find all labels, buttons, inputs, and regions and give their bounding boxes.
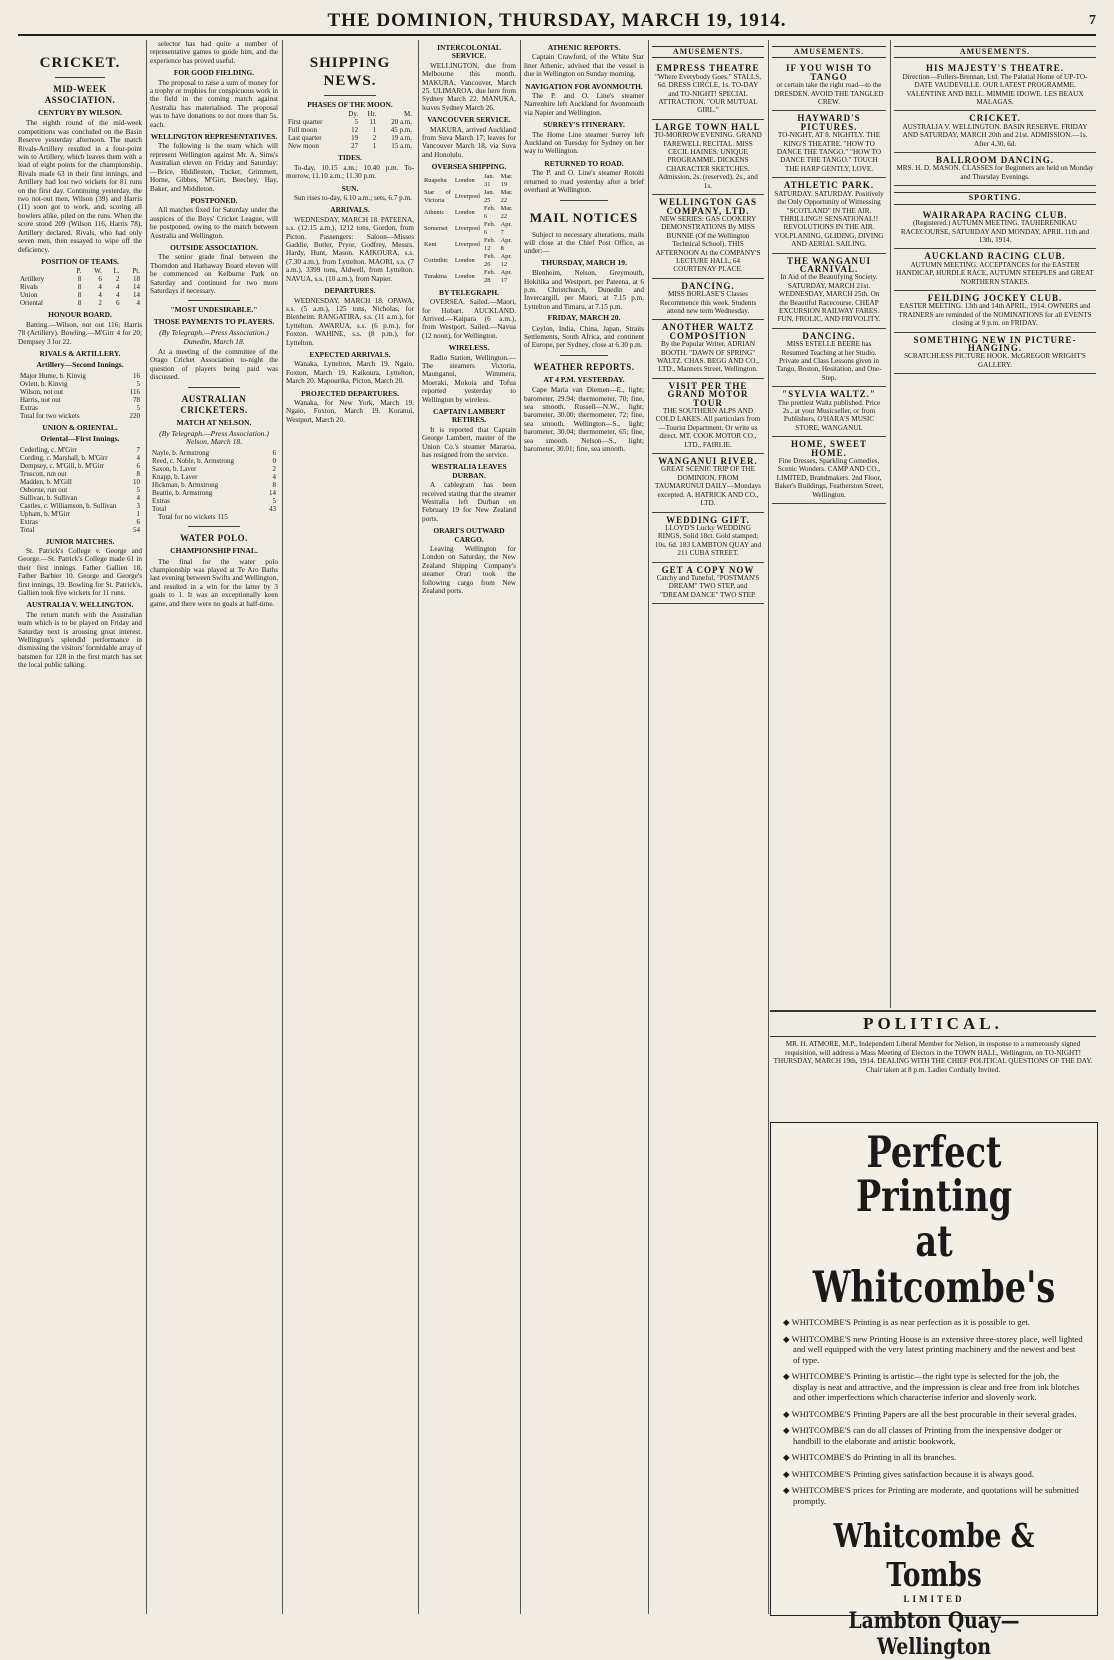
mail-text-2: Ceylon, India, China, Japan, Straits Settlements, South Africa, and continent of Europe, per Sydney, close at 6.30 p.m. (524, 324, 644, 350)
australia-text: The return match with the Australian team which is to be played on Friday and Saturday next is arousing great interest. Wellington's splendid performance in dismissing the visitors' formidable array of batsmen for 128 in the first match has set the local public talking. (18, 610, 142, 670)
junior-heading: JUNIOR MATCHES. (45, 536, 115, 546)
table-row: Wilson, not out 116 (20, 387, 140, 396)
ad-home-sweet-home: HOME, SWEET HOME. Fine Dresses, Sparkling Comedies, Scenic Wonders. CAMP AND CO., LIMITED, Brandmakers. 2nd Floor, Baker's Buildings, Featherston Street, Wellington. (772, 437, 886, 504)
cricket-intro: The eighth round of the mid-week competitions was concluded on the Basin Reserve yesterday afternoon. The match Rivals-Artillery resulted in a four-point win to Artillery, which leaves them with a lead of eight points for the championship. Rivals made 63 in their first innings, and Artillery had lost two wickets for 81 runs on the first day. Continuing yesterday, the two not-out men, Wilson (39) and Harris (11) soon got to work, and, scoring all bowlers alike, piled on the runs. When the score stood 209 (Wilson 116, Harris 78), Artillery declared. Rivals, who had only seven men, then essayed to wipe off the deficiency. (18, 119, 142, 254)
wireless-heading: WIRELESS. (448, 343, 490, 353)
expected-text: Wanaka, Lyttelton, March 19. Ngaio, Foxton, March 19. Kaikoura, Lyttelton, March 20. Mapourika, Picton, March 20. (286, 360, 414, 386)
table-row: Nayle, b. Armstrong 6 (152, 448, 276, 457)
table-row: Corinthic London Feb. 26 Apr. 12 (424, 252, 512, 268)
mail-intro: Subject to necessary alterations, mails will close at the Chief Post Office, as under:— (524, 230, 644, 256)
ad-haywards: HAYWARD'S PICTURES. TO-NIGHT, AT 8. NIGHTLY. THE KING'S THEATRE. "HOW TO DANCE THE TANGO." "HOW TO DANCE THE TANGO." TOUCH THE HARP GENTLY, LOVE. (772, 111, 886, 178)
ad-bullet: ◆ WHITCOMBE'S Printing Papers are all the best procurable in their several grades. (783, 1408, 1077, 1419)
political-notice: MR. H. ATMORE, M.P., Independent Liberal Member for Nelson, in response to a numerously signed requisition, will address a Mass Meeting of Electors in the TOWN HALL, Wellington, on TO-NIGHT! THURSDAY, MARCH 19th, 1914. DEALING WITH THE CHIEF POLITICAL QUESTIONS OF THE DAY. Chair taken at 8 p.m. Ladies Cordially Invited. (773, 1040, 1093, 1074)
amusements-heading-2: AMUSEMENTS. (772, 46, 886, 58)
ad-dancing: DANCING. MISS BORLASE'S Classes Recommence this week. Students attend new term Wednesday. (652, 279, 764, 321)
ad-waltz: ANOTHER WALTZ COMPOSITION By the Popular Writer, ADRIAN BOOTH. "DAWN OF SPRING" WALTZ. CHAS. BEGG AND CO., LTD., Manners Street, Wellington. (652, 320, 764, 378)
table-row: Osborne, run out 5 (20, 485, 140, 494)
table-row: Rivals 8 4 4 14 (20, 283, 140, 292)
table-row: Full moon 12 1 45 p.m. (288, 126, 412, 135)
table-row: Artillery 8 6 2 18 (20, 275, 140, 284)
cricket-heading: CRICKET. (39, 55, 121, 71)
overseas-heading: OVERSEA SHIPPING. (431, 162, 507, 172)
ad-bullet: ◆ WHITCOMBE'S can do all classes of Printing from the inexpensive dodger or handbill to the elaborate and artistic bookwork. (783, 1425, 1062, 1446)
water-polo-heading: WATER POLO. (180, 533, 248, 544)
ad-cricket: CRICKET. AUSTRALIA V. WELLINGTON. BASIN RESERVE. FRIDAY AND SATURDAY, MARCH 20th and 21st. ADMISSION.—1s. After 4.30, 6d. (894, 111, 1096, 153)
table-row: Major Hume, b. Kinvig 16 (20, 371, 140, 380)
ad-tango: IF YOU WISH TO TANGO or certain take the right road—to the DRESDEN. AVOID THE TANGLED CREW. (772, 61, 886, 111)
avonmouth-heading: NAVIGATION FOR AVONMOUTH. (525, 81, 643, 91)
table-row: Extras 5 (20, 403, 140, 412)
projected-text: Wanaka, for New York, March 19. Ngaio, Foxton, March 19. Koranui, Westport, March 20. (286, 398, 414, 424)
table-row: P. W. L. Pt. (76, 267, 140, 276)
moon-table (286, 110, 414, 150)
century-subheading: CENTURY BY WILSON. (37, 108, 123, 117)
outside-heading: OUTSIDE ASSOCIATION. (170, 242, 258, 252)
table-row: New moon 27 1 15 a.m. (288, 142, 412, 151)
teams-table (18, 267, 142, 307)
ad-auckland-racing: AUCKLAND RACING CLUB. AUTUMN MEETING. ACCEPTANCES for the EASTER HANDICAP, HURDLE RACE, AUTUMN STEEPLES and GREAT NORTHERN STAKES. (894, 249, 1096, 291)
shipping-heading: SHIPPING NEWS. (309, 55, 391, 89)
sporting-heading: SPORTING. (894, 192, 1096, 204)
table-row: Castles, c. Williamson, b. Sullivan 3 (20, 501, 140, 510)
rivals-subheading: Artillery—Second Innings. (36, 360, 124, 370)
weather-subheading: AT 4 P.M. YESTERDAY. (543, 374, 625, 384)
junior-text: St. Patrick's College v. George and George.—St. Patrick's College made 61 in their first innings. Father Gallien 18, Father Barbier 10. George and George's first innings, 19. Bowling for St. Patrick's, Gallien took five wickets for 11 runs. (18, 546, 142, 597)
firm-address: Lambton Quay—Wellington (848, 1608, 1020, 1660)
table-row: Madden, b. M'Gill 10 (20, 477, 140, 486)
intercolonial-text: WELLINGTON, due from Melbourne this month. MAKURA, Vancouver, March 25. ULIMAROA, due here from Sydney March 22. MANUKA, leaves Sydney March 26. (422, 61, 516, 112)
ad-wairarapa-racing: WAIRARAPA RACING CLUB. (Registered.) AUTUMN MEETING. TAUHERENIKAU RACECOURSE, SATURDAY AND MONDAY, APRIL 11th and 13th, 1914. (894, 208, 1096, 250)
ad-motor-tour: VISIT PER THE GRAND MOTOR TOUR THE SOUTHERN ALPS AND COLD LAKES. All particulars from—Tourist Department. Or write us direct. MT. COOK MOTOR CO., LTD., FAIRLIE. (652, 379, 764, 454)
orari-text: Leaving Wellington for London on Saturday, the New Zealand Shipping Company's steamer Orari took the following cargo from New Zealand ports. (422, 545, 516, 596)
westralia-heading: WESTRALIA LEAVES DURBAN. (431, 462, 507, 480)
nelson-dateline: (By Telegraph.—Press Association.) Nelson, March 18. (159, 429, 269, 447)
moon-heading: PHASES OF THE MOON. (307, 100, 393, 109)
table-row: Dempsey, c. M'Gill, b. M'Girr 6 (20, 461, 140, 470)
payments-heading: THOSE PAYMENTS TO PLAYERS. (153, 316, 275, 326)
ad-bullet: ◆ WHITCOMBE'S prices for Printing are moderate, and quotations will be submitted promptly. (783, 1485, 1079, 1506)
rivals-scorecard (18, 372, 142, 420)
ad-bullet: ◆ WHITCOMBE'S Printing gives satisfaction because it is always good. (783, 1468, 1034, 1479)
orari-heading: ORARI'S OUTWARD CARGO. (433, 526, 505, 544)
table-row: Sullivan, b. Sullivan 4 (20, 493, 140, 502)
mail-notices-heading: MAIL NOTICES (529, 209, 639, 225)
water-polo-subheading: CHAMPIONSHIP FINAL. (170, 546, 258, 556)
tides-text: To-day, 10.15 a.m.; 10.40 p.m. To-morrow, 11.10 a.m.; 11.30 p.m. (286, 163, 414, 181)
column-rule (418, 40, 419, 1614)
union-heading: UNION & ORIENTAL. (42, 422, 118, 432)
ad-empress: EMPRESS THEATRE "Where Everybody Goes." STALLS, 6d. DRESS CIRCLE, 1s. TO-DAY and TO-NIGHT! SPECIAL ATTRACTION. "OUR MUTUAL GIRL." (652, 61, 764, 119)
table-row: Truscott, run out 8 (20, 469, 140, 478)
table-row: Athenic London Feb. 6 Mar. 22 (424, 204, 513, 220)
road-heading: RETURNED TO ROAD. (544, 158, 624, 168)
departures-heading: DEPARTURES. (324, 286, 376, 296)
table-row: Hickman, b. Armstrong 8 (152, 480, 276, 489)
avonmouth-text: The P. and O. Line's steamer Narrenhire left Auckland for Avonmouth via Napier and Wellington. (524, 92, 644, 117)
ad-gas-company: WELLINGTON GAS COMPANY, LTD. NEW SERIES: GAS COOKERY DEMONSTRATIONS By MISS BUNNIE (Of the Wellington Technical School). THIS AFTERNOON At the COMPANY'S LECTURE HALL, 64 COURTENAY PLACE. (652, 195, 764, 279)
weather-heading: WEATHER REPORTS. (533, 361, 635, 372)
table-row: Extras 6 (20, 517, 140, 526)
table-row: Reed, c. Noble, b. Armstrong 0 (152, 456, 276, 465)
ad-wedding-gift: WEDDING GIFT. LLOYD'S Lucky WEDDING RINGS, Solid 18ct. Gold stamped; 10s. 6d. 183 LAMBTON QUAY and 211 CUBA STREET. (652, 513, 764, 563)
ad-picture-hanging: SOMETHING NEW IN PICTURE-HANGING. SCRATCHLESS PICTURE HOOK. McGREGOR WRIGHT'S GALLERY. (894, 333, 1096, 375)
table-row: Cording, c. Marshall, b. M'Girr 4 (20, 453, 140, 462)
mail-text: Blenheim, Nelson, Greymouth, Hokitika and Westport, per Pateena, at 6 p.m. Christchurch, Dunedin and Invercargill, per Maori, at 7.15 p.m. Lyttelton and Timaru, at 7.15 p.m. (524, 269, 644, 311)
arrivals-heading: ARRIVALS. (330, 205, 370, 215)
representatives-heading: WELLINGTON REPRESENTATIVES. (150, 132, 278, 142)
athenic-text: Captain Crawford, of the White Star liner Athenic, advised that the vessel is due in Wellington on Sunday morning. (524, 53, 644, 79)
outside-text: The senior grade final between the Thorndon and Hathaway Board eleven will be commenced on Kelburne Park on Saturday and continued for two more Saturdays if necessary. (150, 253, 278, 295)
column-rule (648, 40, 649, 1614)
table-row: Ovlett, b. Kinvig 5 (20, 379, 140, 388)
vancouver-text: MAKURA, arrived Auckland from Suva March 17; leaves for Vancouver March 18, via Suva and Honolulu. (422, 125, 516, 159)
at-whitcombes-line: at Whitcombe's (812, 1217, 1056, 1313)
tides-heading: TIDES. (337, 153, 363, 163)
ad-his-majestys: HIS MAJESTY'S THEATRE. Direction—Fullers-Brennan, Ltd. The Palatial Home of UP-TO-DATE VAUDEVILLE. OUR LATEST PROGRAMME. VALENTINE AND BELL. MIMMIE IDOWE. LES BEAUX MALAGAS. (894, 61, 1096, 111)
column-rule (890, 40, 891, 1008)
table-row: Extras 5 (152, 496, 276, 505)
amusements-heading-3: AMUSEMENTS. (894, 46, 1096, 58)
table-row: Kent Liverpool Feb. 12 Apr. 8 (424, 236, 512, 252)
column-rule (282, 40, 283, 1614)
undesirable-heading: "MOST UNDESIRABLE." (170, 305, 258, 315)
table-row: Oriental 8 2 6 4 (20, 299, 140, 308)
ad-bullet: ◆ WHITCOMBE'S Printing is as near perfection as it is possible to get. (783, 1317, 1030, 1327)
column-shipping-continued (422, 40, 516, 1614)
intercolonial-heading: INTERCOLONIAL SERVICE. (437, 43, 501, 61)
australian-cricketers-heading: AUSTRALIAN CRICKETERS. (180, 393, 248, 415)
union-scorecard (18, 446, 142, 534)
honour-text: Batting.—Wilson, not out 116; Harris 78 (Artillery). Bowling.—M'Girr 4 for 20; Dempsey 3 for 22. (18, 320, 142, 346)
ad-ballroom: BALLROOM DANCING. MRS. H. D. MASON. CLASSES for Beginners are held on Monday and Thursday Evenings. (894, 153, 1096, 186)
overseas-table (422, 173, 516, 285)
wireless-text: Radio Station, Wellington.—The steamers Victoria, Maunganui, Wimmera, Moeraki, Mokoia and Tofua reported yesterday to Wellington by wireless. (422, 353, 516, 404)
weather-text: Cape Maria van Diemen—E., light; barometer, 29.94; thermometer, 70; fine, sea smooth. Russell—N.W., light; barometer, 30.00; thermometer, 72; fine, sea smooth. Wellington—S., light; barometer, 30.04; thermometer, 65; fine, sea smooth. Nelson—S., light; barometer, 30.01; fine, sea smooth. (524, 386, 644, 454)
ad-bullet: ◆ WHITCOMBE'S Printing is artistic—the right type is selected for the job, the display is neat and attractive, and the impression is clear and free from ink blotches and other imperfections which characterise inferior and slovenly work. (783, 1371, 1080, 1402)
masthead-title: THE DOMINION, THURSDAY, MARCH 19, 1914. (327, 10, 787, 31)
column-rule (520, 40, 521, 1614)
athenic-heading: ATHENIC REPORTS. (547, 43, 621, 52)
postponed-text: All matches fixed for Saturday under the auspices of the Boys' Cricket League, will be postponed, owing to the match between Australia and Wellington. (150, 206, 278, 240)
vancouver-heading: VANCOUVER SERVICE. (427, 115, 511, 125)
postponed-heading: POSTPONED. (190, 195, 238, 205)
payments-text: At a meeting of the committee of the Otago Cricket Association to-night the question of players being paid was discussed. (150, 348, 278, 382)
mail-day-2: FRIDAY, MARCH 20. (547, 313, 621, 323)
table-row: Last quarter 19 2 19 a.m. (288, 134, 412, 143)
expected-heading: EXPECTED ARRIVALS. (309, 349, 391, 359)
rivals-heading: RIVALS & ARTILLERY. (39, 348, 121, 358)
column-cricket-continued (150, 40, 278, 1614)
water-polo-text: The final for the water polo championship was played at Te Aro Baths last evening between Swifts and Wellington, and resulted in a win for the latter by 3 goals to 1. It was an exceptionally keen game, and there were no goals at half-time. (150, 557, 278, 608)
ad-town-hall: LARGE TOWN HALL TO-MORROW EVENING. GRAND FAREWELL RECITAL. MISS CECIL HAINES. UNIQUE PROGRAMME. DICKENS CHARACTER SKETCHES. Admission, 2s. (reserved), 2s., and 1s. (652, 120, 764, 195)
arrivals-text: WEDNESDAY, MARCH 18. PATEENA, s.s. (12.15 a.m.), 1212 tons, Gordon, from Picton. Passengers: Saloon—Misses Gaddie, Butler, Pryor, Godfrey, Messrs. Hardy, Hunt, Mason. KAIKOURA, s.s. (7.30 a.m.), from Lyttelton. MAORI, s.s. (7 a.m.), 3399 tons, Aldwell, from Lyttelton. NAVUA, s.s. (10 a.m.), from Napier. (286, 215, 414, 283)
column-cricket (18, 40, 142, 1614)
union-subheading: Oriental—First Innings. (40, 434, 120, 444)
projected-heading: PROJECTED DEPARTURES. (301, 388, 399, 398)
teams-heading: POSITION OF TEAMS. (41, 256, 119, 266)
captain-heading: CAPTAIN LAMBERT RETIRES. (432, 406, 506, 425)
table-row: Somerset Liverpool Feb. 6 Apr. 7 (424, 220, 512, 236)
table-row: Beattie, b. Armstrong 14 (152, 488, 276, 497)
table-row: Dy. Hr. M. (348, 110, 412, 119)
page-number: 7 (1089, 13, 1096, 28)
perfect-printing-line: Perfect Printing (855, 1128, 1013, 1222)
table-row: Turakina London Feb. 28 Apr. 17 (424, 268, 512, 284)
ad-wanganui-river: WANGANUI RIVER. GREAT SCENIC TRIP OF THE DOMINION. FROM TAUMARUNUI DAILY—Mondays excepted. A. HATRICK AND CO., LTD. (652, 454, 764, 512)
table-row: Total for two wickets 220 (20, 411, 140, 420)
table-row: Knapp, b. Laver 4 (152, 472, 276, 481)
departures-text: WEDNESDAY, MARCH 18. OPAWA, s.s. (5 a.m.), 125 tons, Nicholas, for Blenheim. RANGATIRA, s.s. (11 a.m.), for Lyttelton. AWARUA, s.s. (6 p.m.), for Foxton. WAHINE, s.s. (8 p.m.), for Lyttelton. (286, 296, 414, 347)
column-rule (768, 40, 769, 1614)
nelson-scorecard (150, 449, 278, 513)
payments-dateline: (By Telegraph.—Press Association.) Dunedin, March 18. (159, 328, 269, 346)
westralia-text: A cablegram has been received stating that the steamer Westralia left Durban on February 19 for New Zealand ports. (422, 481, 516, 523)
telegraph-heading: BY TELEGRAPH. (439, 287, 499, 297)
firm-limited: LIMITED (903, 1594, 965, 1604)
midweek-heading: MID-WEEK ASSOCIATION. (44, 84, 116, 105)
table-row: Ruapehu London Jan. 31 Mar. 19 (424, 172, 513, 188)
ad-sylvia-waltz: "SYLVIA WALTZ." The prettiest Waltz published. Price 2s., at your Musicseller, or from Publishers, O'HARA'S MUSIC STORE, WANGANUI. (772, 387, 886, 437)
ad-athletic-park: ATHLETIC PARK. SATURDAY. SATURDAY. Positively the Only Opportunity of Witnessing "SCOTLAND" IN THE AIR. THRILLING!! SENSATIONAL!! REVOLUTIONS IN THE AIR. VOLPLANING, GLIDING, DIVING AND AERIAL SAILING. (772, 178, 886, 253)
table-row: Saxon, b. Laver 2 (152, 464, 276, 473)
fielding-heading: FOR GOOD FIELDING. (173, 68, 255, 78)
surrey-text: The Home Line steamer Surrey left Auckland on Tuesday for Sydney on her way to Wellington. (524, 130, 644, 156)
firm-name: Whitcombe & Tombs (833, 1516, 1035, 1594)
surrey-heading: SURREY'S ITINERARY. (543, 120, 625, 130)
whitcombe-advertisement (770, 1122, 1098, 1660)
table-row: Harris, not out 78 (20, 395, 140, 404)
nelson-subheading: MATCH AT NELSON. (176, 417, 252, 427)
column-amusements (652, 40, 764, 1614)
table-row: Total 54 (20, 525, 140, 534)
road-text: The P. and O. Line's steamer Rotoiti returned to road yesterday after a brief overhaul at Wellington. (524, 169, 644, 195)
table-row: Star of Victoria Liverpool Jan. 25 Mar. 22 (424, 188, 513, 204)
column-shipping (286, 40, 414, 1614)
nelson-total: Total for no wickets 115 (158, 512, 228, 521)
ad-copy: GET A COPY NOW Catchy and Tuneful, "POSTMAN'S DREAM" TWO STEP, and "DREAM DANCE" TWO STEP. (652, 563, 764, 605)
sun-heading: SUN. (341, 183, 359, 193)
sun-text: Sun rises to-day, 6.10 a.m.; sets, 6.7 p.m. (294, 194, 412, 203)
column-amusements-sporting (894, 40, 1096, 1006)
telegraph-text: OVERSEA. Sailed.—Maori, for Hobart. AUCKLAND. Arrived.—Kaipara (6 a.m.), from Westport. Sailed.—Navua (12 noon), for Wellington. (422, 298, 516, 340)
fielding-text: The proposal to raise a sum of money for a trophy or trophies for conspicuous work in the field in the coming match against Australia has materialised. The proposal was to have donations to not more than 5s. each. (150, 78, 278, 129)
selector-text: selector has had quite a number of representative games to guide him, and the experience has proved useful. (150, 40, 278, 65)
table-row: First quarter 5 11 20 a.m. (288, 118, 412, 127)
political-heading: POLITICAL. (770, 1010, 1096, 1037)
ad-feilding-jockey: FEILDING JOCKEY CLUB. EASTER MEETING. 13th and 14th APRIL, 1914. OWNERS and TRAINERS are reminded of the NOMINATIONS for all EVENTS closing at 9 p.m. on FRIDAY. (894, 291, 1096, 333)
mail-day: THURSDAY, MARCH 19. (541, 257, 627, 267)
table-row: Upham, b. M'Girr 1 (20, 509, 140, 518)
table-row: Total 43 (152, 504, 276, 513)
table-row: Cederling, c. M'Girr 7 (20, 445, 140, 454)
honour-heading: HONOUR BOARD. (48, 310, 112, 320)
representatives-text: The following is the team which will represent Wellington against Mr. A. Sims's Australian eleven on Friday and Saturday:—Brice, Hiddleston, Tucker, Grimmett, Horne, Gibbes, M'Girr, Beechey, Hay, Baker, and Middleton. (150, 142, 278, 193)
column-rule (146, 40, 147, 1614)
amusements-heading: AMUSEMENTS. (652, 46, 764, 58)
ad-bullet: ◆ WHITCOMBE'S do Printing in all its branches. (783, 1452, 957, 1462)
masthead (18, 8, 1096, 36)
ad-dancing-beere: DANCING. MISS ESTELLE BEERE has Resumed Teaching at her Studio. Private and Class Lessons given in Tango, Boston, Hesitation, and One-Step. (772, 329, 886, 387)
column-mail-weather (524, 40, 644, 1614)
table-row: Union 8 4 4 14 (20, 291, 140, 300)
ad-bullet: ◆ WHITCOMBE'S new Printing House is an extensive three-storey place, well lighted and well equipped with the very latest printing machinery and the newest and best of type. (783, 1333, 1083, 1365)
column-amusements-2 (772, 40, 886, 1006)
australia-heading: AUSTRALIA V. WELLINGTON. (26, 600, 134, 610)
captain-text: It is reported that Captain George Lambert, master of the Union Co.'s steamer Mararoa, has resigned from the service. (422, 425, 516, 459)
ad-wanganui-carnival: THE WANGANUI CARNIVAL. In Aid of the Beautifying Society. SATURDAY, MARCH 21st. WEDNESDAY, MARCH 25th. On the Beautiful Racecourse. CHEAP EXCURSION RAILWAY FARES. FUN, FROLIC, AND FRIVOLITY. (772, 254, 886, 329)
